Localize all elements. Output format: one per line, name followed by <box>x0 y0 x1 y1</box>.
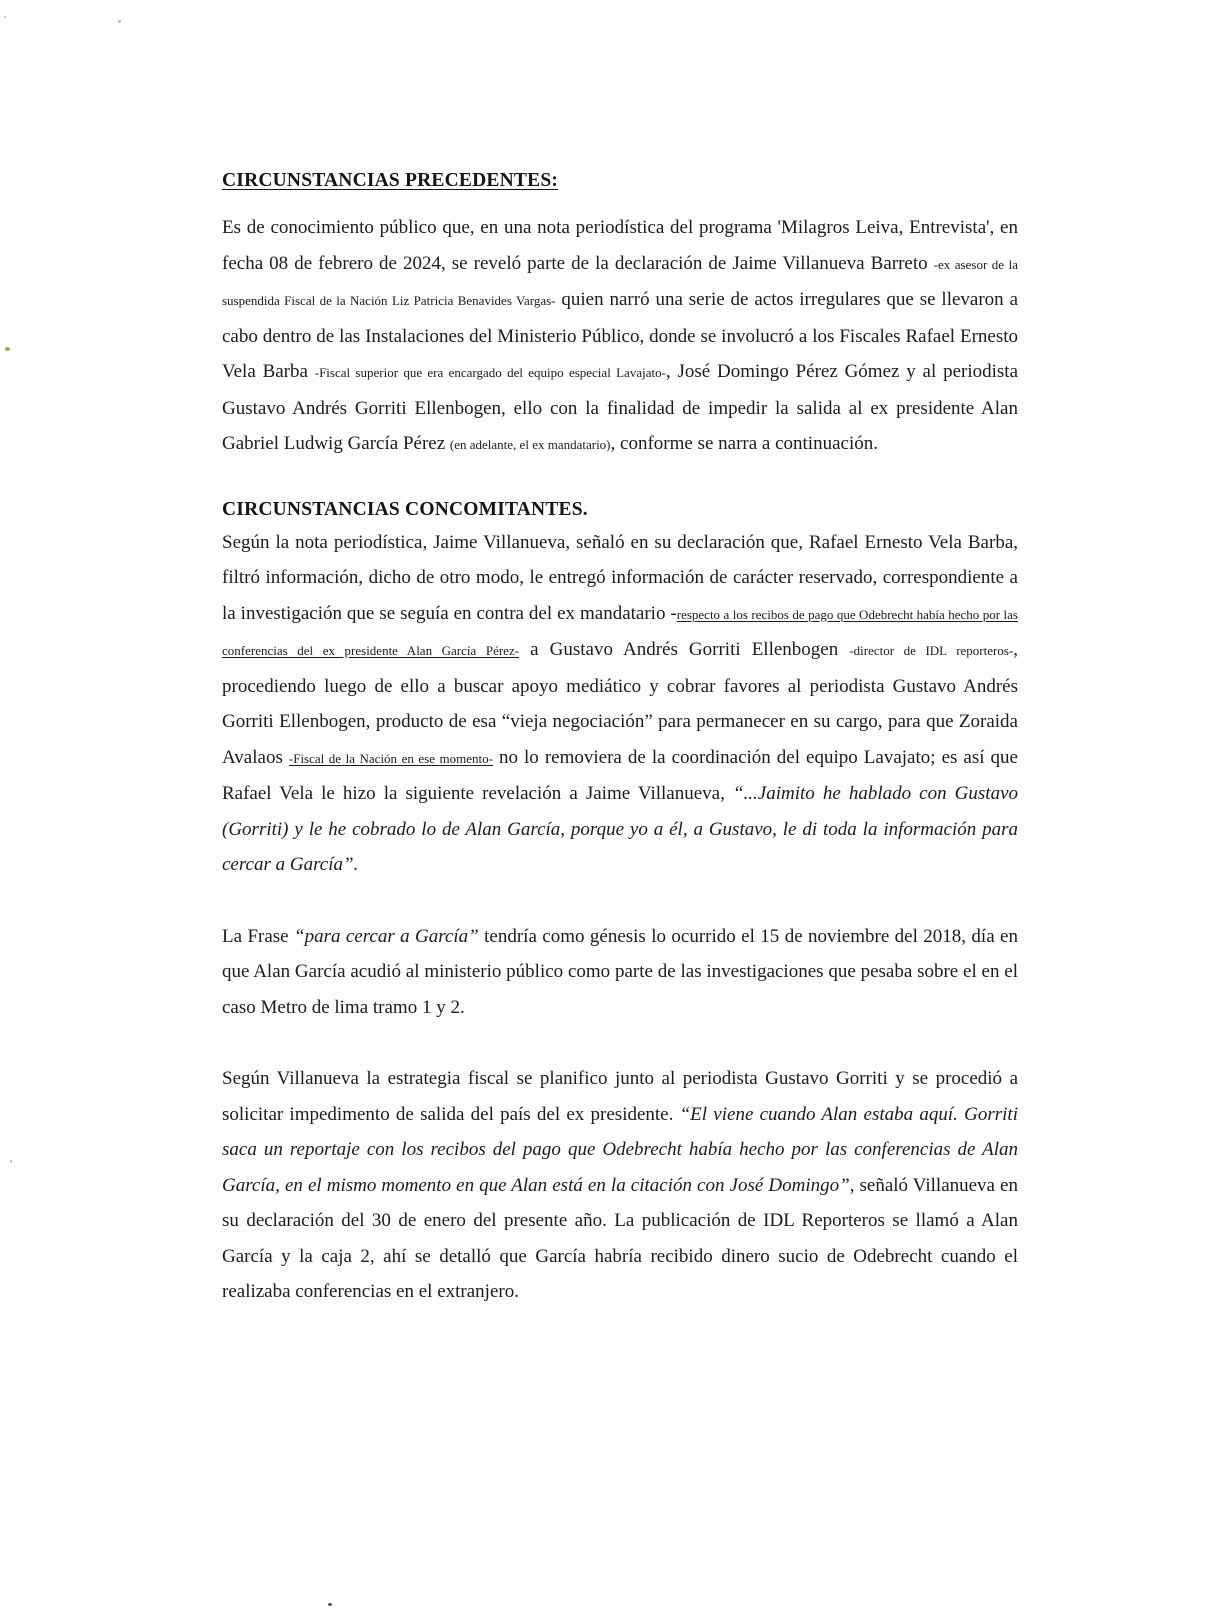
paragraph-aside: -ex asesor de la suspendida Fiscal de la Nación Liz Patricia Benavides Vargas- <box>222 256 1018 308</box>
paragraph-text: quien narró una serie de actos irregulares que se llevaron a cabo dentro de las Instalaciones del Ministerio Público, donde se involucró a los Fiscales Rafael Ernesto Vela Barba <box>222 289 1018 382</box>
paragraph-text: tendría como génesis lo ocurrido el 15 de noviembre del 2018, día en que Alan García acudió al ministerio público como parte de las investigaciones que pesaba sobre el en el caso Metro de lima tramo 1 y 2. <box>222 925 1018 1018</box>
paragraph-text: La Frase <box>222 925 294 947</box>
paragraph-text: , conforme se narra a continuación. <box>610 433 878 454</box>
paragraph-underlined-aside: respecto a los recibos de pago que Odebrecht había hecho por las conferencias del ex presidente Alan García Pérez- <box>222 606 1018 658</box>
scan-speck <box>118 20 121 23</box>
paragraph-text: no lo removiera de la coordinación del equipo Lavajato; es así que Rafael Vela le hizo la siguiente revelación a Jaime Villanueva, <box>222 746 1018 804</box>
paragraph-text: , señaló Villanueva en su declaración del 30 de enero del presente año. La publicación de IDL Reporteros se llamó a Alan García y la caja 2, ahí se detalló que García habría recibido dinero sucio de Odebrecht cuando el realizaba conferencias en el extranjero. <box>222 1174 1018 1302</box>
paragraph-precedentes <box>222 210 1018 463</box>
section-heading-precedentes: CIRCUNSTANCIAS PRECEDENTES: <box>222 170 559 191</box>
paragraph-text: Es de conocimiento público que, en una nota periodística del programa 'Milagros Leiva, Entrevista', en fecha 08 de febrero de 2024, se reveló parte de la declaración de Jaime Villanueva Barreto <box>222 217 1018 274</box>
scan-speck <box>5 347 10 351</box>
scan-speck <box>4 16 6 18</box>
document-body <box>222 170 1018 1310</box>
section-heading-concomitantes: CIRCUNSTANCIAS CONCOMITANTES. <box>222 498 588 520</box>
paragraph-text: Según la nota periodística, Jaime Villanueva, señaló en su declaración que, Rafael Ernesto Vela Barba, filtró información, dicho de otro modo, le entregó información de carácter reservado, correspondiente a la investigación que se seguía en contra del ex mandatario - <box>222 531 1018 624</box>
paragraph-aside: -director de IDL reporteros- <box>849 643 1014 658</box>
paragraph-aside: -Fiscal superior que era encargado del equipo especial Lavajato- <box>314 365 666 380</box>
paragraph-text: Según Villanueva la estrategia fiscal se planifico junto al periodista Gustavo Gorriti y se procedió a solicitar impedimento de salida del país del ex presidente. <box>222 1068 1018 1125</box>
scan-speck <box>10 1160 12 1163</box>
paragraph-text: a Gustavo Andrés Gorriti Ellenbogen <box>519 639 850 660</box>
paragraph-text: , procediendo luego de ello a buscar apoyo mediático y cobrar favores al periodista Gustavo Andrés Gorriti Ellenbogen, producto de esa “vieja negociación” para permanecer en su cargo, para que Zoraida Avalaos <box>222 639 1018 768</box>
paragraph-estrategia <box>222 1061 1018 1310</box>
quoted-statement: “...Jaimito he hablado con Gustavo (Gorriti) y le he cobrado lo de Alan García, porque yo a él, a Gustavo, le di toda la información para cercar a García”. <box>222 783 1019 875</box>
paragraph-underlined-aside: -Fiscal de la Nación en ese momento- <box>288 750 493 766</box>
paragraph-concomitantes <box>222 525 1018 883</box>
quoted-statement: “El viene cuando Alan estaba aquí. Gorriti saca un reportaje con los recibos del pago que Odebrecht había hecho por las conferencias de Alan García, en el mismo momento en que Alan está en la citación con José Domingo” <box>222 1103 1018 1196</box>
paragraph-text: , José Domingo Pérez Gómez y al periodista Gustavo Andrés Gorriti Ellenbogen, ello con la finalidad de impedir la salida al ex presidente Alan Gabriel Ludwig García Pérez <box>222 361 1018 454</box>
paragraph-aside: (en adelante, el ex mandatario) <box>449 437 611 452</box>
quoted-phrase: “para cercar a García” <box>294 925 479 947</box>
scan-speck <box>328 1603 332 1606</box>
paragraph-frase <box>222 919 1018 1026</box>
